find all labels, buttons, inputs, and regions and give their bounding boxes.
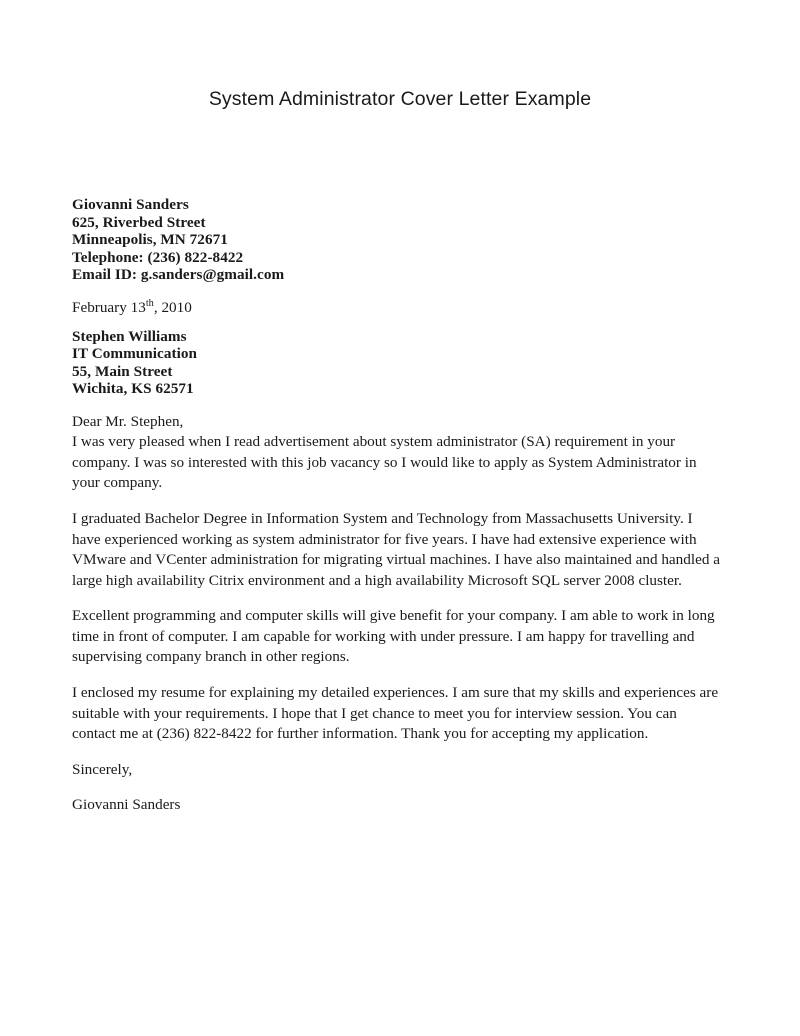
- signature-name: Giovanni Sanders: [72, 796, 181, 814]
- letter-date: [72, 299, 724, 317]
- recipient-department: IT Communication: [72, 345, 197, 363]
- page-title: System Administrator Cover Letter Example: [208, 88, 592, 110]
- date-month-day: February 13: [72, 298, 146, 316]
- recipient-address-block: [72, 328, 724, 398]
- date-ordinal-suffix: th: [145, 297, 154, 309]
- sender-email: Email ID: g.sanders@gmail.com: [72, 266, 285, 284]
- recipient-name: Stephen Williams: [72, 327, 187, 345]
- recipient-street: 55, Main Street: [72, 362, 173, 380]
- sender-street: 625, Riverbed Street: [72, 213, 206, 231]
- letter-paragraph: Excellent programming and computer skills will give benefit for your company. I am able to work in long time in front of computer. I am capable for working with under pressure. I am happy for travelling and supervising company branch in other regions.: [72, 607, 715, 666]
- letter-paragraph: I graduated Bachelor Degree in Information System and Technology from Massachusetts University. I have experienced working as system administrator for five years. I have had extensive experience with VMware and VCenter administration for migrating virtual machines. I have also maintained and handled a large high availability Citrix environment and a high availability Microsoft SQL server 2008 cluster.: [72, 510, 720, 589]
- sender-address-block: [72, 196, 724, 284]
- letter-paragraph: I was very pleased when I read advertisement about system administrator (SA) requirement in your company. I was so interested with this job vacancy so I would like to apply as System Administrator in your company.: [72, 433, 697, 492]
- sender-telephone: Telephone: (236) 822-8422: [72, 248, 244, 266]
- sender-name: Giovanni Sanders: [72, 196, 189, 213]
- closing-salutation: Sincerely,: [72, 760, 133, 778]
- sender-city-state-zip: Minneapolis, MN 72671: [72, 231, 228, 249]
- letter-paragraph: I enclosed my resume for explaining my detailed experiences. I am sure that my skills and experiences are suitable with your requirements. I hope that I get chance to meet you for interview session. You can contact me at (236) 822-8422 for further information. Thank you for accepting my application.: [72, 684, 719, 742]
- cover-letter-body: [72, 196, 724, 816]
- date-year: , 2010: [153, 298, 192, 316]
- salutation: Dear Mr. Stephen,: [72, 412, 184, 430]
- recipient-city-state-zip: Wichita, KS 62571: [72, 380, 194, 398]
